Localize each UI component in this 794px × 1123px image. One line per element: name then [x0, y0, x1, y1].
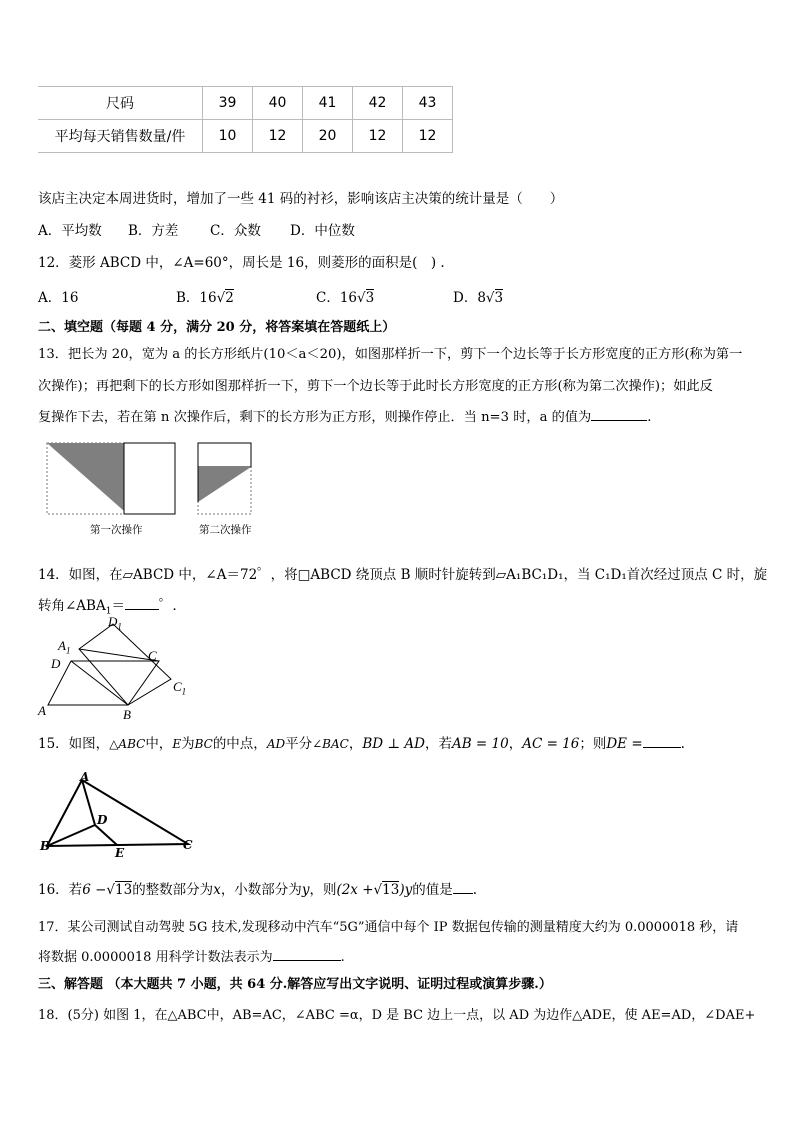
q16-a: 16．若	[38, 882, 83, 898]
q15-perp: BD ⊥ AD	[362, 736, 425, 752]
q16-end: .	[472, 882, 478, 898]
table-cell: 12	[253, 120, 303, 153]
q13-answer-blank	[591, 420, 647, 421]
q16-expr: 6 −	[82, 882, 107, 898]
segment-bd	[47, 825, 95, 846]
q16-answer-blank	[453, 893, 473, 894]
q12-option-c-label: C．16	[316, 290, 358, 306]
table-header-size: 尺码	[38, 87, 203, 120]
q15-t8: ；则	[579, 736, 607, 752]
q15-answer-blank	[643, 747, 681, 748]
table-cell: 20	[303, 120, 353, 153]
q14-line2-b: ＝	[111, 598, 125, 614]
q15-t3: 的中点，	[212, 736, 267, 752]
fig15-label-b: B	[40, 839, 51, 853]
label-d: D	[51, 656, 61, 671]
q11-option-d: D．中位数	[290, 223, 355, 239]
q16-text	[38, 878, 477, 898]
q16-y: y	[301, 882, 310, 898]
q15-t4: 平分	[285, 736, 313, 752]
q17-line2-text: 将数据 0.0000018 用科学计数法表示为	[38, 950, 273, 965]
q15-angle: ∠BAC	[312, 737, 349, 751]
table-cell: 41	[303, 87, 353, 120]
q16-d: ，则	[309, 882, 337, 898]
q11-option-b: B．方差	[128, 223, 179, 239]
q14-answer-blank	[125, 609, 159, 610]
table-cell: 39	[203, 87, 253, 120]
sqrt-symbol: √	[373, 882, 383, 898]
section-2-heading: 二、填空题（每题 4 分，满分 20 分，将答案填在答题纸上）	[38, 320, 396, 335]
q13-line1: 13．把长为 20，宽为 a 的长方形纸片(10＜a＜20)，如图那样折一下，剪下一个边长等于长方形宽度的正方形(称为第一	[38, 347, 743, 362]
q14-line2-c: ゜．	[158, 598, 186, 614]
fig15-label-a: A	[80, 770, 90, 784]
q15-t1: 中，	[145, 736, 173, 752]
q14-line1: 14．如图，在▱ABCD 中，∠A＝72゜，将□ABCD 绕顶点 B 顺时针旋转到▱A₁BC₁D₁，当 C₁D₁首次经过顶点 C 时，旋	[38, 567, 768, 583]
label-d1-letter: D	[108, 614, 118, 629]
table-header-sales: 平均每天销售数量/件	[38, 120, 203, 153]
fig15-label-d: D	[97, 813, 108, 827]
q16-c: ，小数部分为	[220, 882, 302, 898]
label-a: A	[38, 703, 46, 718]
q12-option-d-radicand: 3	[494, 290, 504, 306]
q13-line3	[38, 406, 651, 425]
label-c1-sub: 1	[181, 686, 187, 697]
section-3-heading: 三、解答题 （本大题共 7 小题，共 64 分.解答应写出文字说明、证明过程或演算步骤.）	[38, 977, 552, 992]
label-a1-letter: A	[58, 638, 66, 653]
q11-stem: 该店主决定本周进货时，增加了一些 41 码的衬衫，影响该店主决策的统计量是（ ）	[38, 191, 564, 207]
q16-b: 的整数部分为	[132, 882, 214, 898]
q15-bc: BC	[194, 737, 213, 751]
q15-ad: AD	[266, 737, 286, 751]
q15-end: .	[680, 736, 685, 752]
table-row	[38, 120, 453, 153]
sqrt-symbol: √	[485, 290, 495, 306]
q17-answer-blank	[273, 960, 341, 961]
q15-prefix: 15．如图，	[38, 736, 110, 752]
q15-ab: AB = 10	[451, 736, 509, 752]
table-cell: 43	[403, 87, 453, 120]
sqrt-symbol: √	[357, 290, 366, 306]
q18-text: 18．(5分) 如图 1，在△ABC中，AB=AC，∠ABC =α，D 是 BC 边上一点，以 AD 为边作△ADE，使 AE=AD，∠DAE+	[38, 1008, 756, 1023]
q16-e: 的值是	[412, 882, 453, 898]
table-cell: 12	[403, 120, 453, 153]
q15-figure	[38, 770, 200, 858]
segment-de	[95, 825, 117, 845]
q12-option-a: A．16	[38, 290, 79, 306]
label-c: C	[148, 648, 157, 663]
q11-option-c: C．众数	[210, 223, 261, 239]
q14-line2-sub: 1	[105, 606, 112, 617]
fig15-label-c: C	[183, 838, 193, 852]
q17-line2-end: .	[340, 950, 345, 965]
diagonal-db	[71, 661, 128, 705]
size-sales-table	[38, 86, 453, 153]
q14-line2-a: 转角∠ABA	[38, 598, 106, 614]
q13-line3-end: .	[647, 410, 652, 425]
parallelogram-abcd	[48, 661, 159, 705]
q13-caption-1: 第一次操作	[90, 524, 143, 536]
label-b: B	[123, 707, 131, 722]
fig1-remaining-rect	[124, 443, 175, 514]
q15-t6: ，若	[424, 736, 452, 752]
q12-stem: 12．菱形 ABCD 中，∠A=60°，周长是 16，则菱形的面积是( ) .	[38, 255, 445, 271]
fig1-shaded-triangle	[47, 443, 124, 511]
q12-option-d	[453, 286, 503, 306]
fig15-label-e: E	[115, 846, 125, 860]
q16-x: x	[213, 882, 221, 898]
label-c1	[173, 679, 186, 697]
table-cell: 42	[353, 87, 403, 120]
q11-option-a: A．平均数	[38, 223, 102, 239]
q12-option-c-radicand: 3	[365, 290, 375, 306]
label-d1	[108, 614, 122, 632]
label-d1-sub: 1	[117, 621, 122, 632]
q16-radicand: 13	[115, 882, 133, 898]
table-cell: 40	[253, 87, 303, 120]
q15-t7: ，	[508, 736, 523, 752]
segment-a1c	[79, 649, 159, 661]
q15-t5: ，	[348, 736, 363, 752]
q17-line1: 17．某公司测试自动驾驶 5G 技术,发现移动中汽车“5G”通信中每个 IP 数据包传输的测量精度大约为 0.0000018 秒，请	[38, 920, 739, 935]
q12-option-b-radicand: 2	[225, 290, 234, 306]
q16-radicand-2: 13	[382, 882, 400, 898]
q13-figure	[44, 440, 259, 520]
q13-caption-2: 第二次操作	[199, 524, 252, 536]
q17-line2	[38, 946, 345, 965]
fig2-top-rect	[198, 443, 251, 467]
parallelogram-a1bc1d1	[79, 621, 171, 705]
q15-triangle: △ABC	[109, 737, 146, 751]
q12-option-c	[316, 286, 374, 306]
q15-e: E	[172, 737, 182, 751]
q13-line2: 次操作)；再把剩下的长方形如图那样折一下，剪下一个边长等于此时长方形宽度的正方形(称为第二次操作)；如此反	[38, 379, 713, 394]
q15-de: DE =	[606, 736, 643, 752]
sqrt-symbol: √	[106, 882, 115, 898]
q16-expr2a: (2x +	[336, 882, 374, 898]
table-cell: 12	[353, 120, 403, 153]
label-a1	[58, 638, 70, 656]
label-a1-sub: 1	[65, 645, 71, 656]
q12-option-d-label: D．8	[453, 290, 486, 306]
table-row	[38, 87, 453, 120]
table-cell: 10	[203, 120, 253, 153]
q16-expr2b: )y	[399, 882, 413, 898]
q12-option-b-label: B．16	[176, 290, 217, 306]
sqrt-symbol: √	[216, 290, 226, 306]
q15-text	[38, 732, 685, 752]
q15-ac: AC = 16	[522, 736, 580, 752]
q15-t2: 为	[181, 736, 195, 752]
label-c1-letter: C	[173, 679, 182, 694]
q12-option-b	[176, 286, 234, 306]
fig2-shaded-triangle	[198, 467, 251, 502]
q13-line3-text: 复操作下去，若在第 n 次操作后，剩下的长方形为正方形，则操作停止．当 n=3 时，a 的值为	[38, 410, 592, 425]
